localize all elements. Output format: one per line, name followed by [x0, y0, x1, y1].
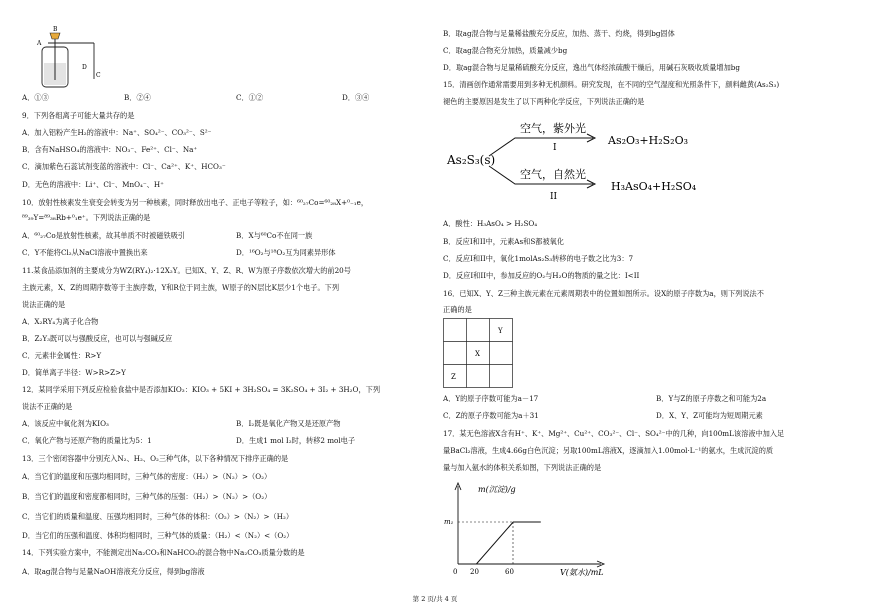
grid-cell-y: Y: [498, 327, 503, 335]
q10-option-d: D．¹⁶O₂与¹⁸O₂互为同素异形体: [236, 248, 336, 257]
reaction-scheme: [443, 110, 853, 210]
graph-xlabel: V(氨水)/mL: [560, 568, 604, 577]
q11-option-a: A．X₂RY₄为离子化合物: [22, 317, 99, 326]
q12-line2: 说法不正确的是: [22, 402, 73, 411]
q14-option-b: B．取ag混合物与足量稀盐酸充分反应，加热、蒸干、灼烧，得到bg固体: [443, 29, 675, 38]
q8-option-a: A．①③: [22, 93, 49, 102]
q12-option-a: A．该反应中氧化剂为KIO₃: [22, 419, 109, 428]
q16-option-b: B．Y与Z的原子序数之和可能为2a: [656, 394, 767, 403]
precipitate-graph: [443, 478, 643, 578]
q14-option-d: D．取ag混合物与足量稀硫酸充分反应，逸出气体经浓硫酸干燥后，用碱石灰吸收质量增加bg: [443, 63, 740, 72]
scheme-label-1: I: [553, 143, 557, 153]
q17-line3: 量与加入氨水的体积关系如图，下列说法正确的是: [443, 463, 602, 472]
q9-option-c: C．滴加紫色石蕊试剂变蓝的溶液中：Cl⁻、Ca²⁺、K⁺、HCO₃⁻: [22, 162, 226, 171]
q17-line2: 量BaCl₂溶液，生成4.66g白色沉淀；另取100mL溶液X，逐滴加入1.00mol·L⁻¹的氨水，生成沉淀的质: [443, 446, 774, 455]
graph-origin-label: 0: [453, 568, 458, 576]
q15-option-b: B．反应I和II中，元素As和S都被氧化: [443, 237, 565, 246]
q11-option-c: C．元素非金属性：R>Y: [22, 351, 102, 360]
q9-option-a: A．加入铝粉产生H₂的溶液中：Na⁺、SO₄²⁻、CO₃²⁻、S²⁻: [22, 128, 212, 137]
label-d: D: [82, 64, 87, 71]
q11-line1: 11.某食品添加剂的主要成分为WZ(RY₄)₂·12X₂Y。已知X、Y、Z、R、W为原子序数依次增大的前20号: [22, 266, 351, 275]
page-footer: 第 2 页/共 4 页: [412, 595, 458, 603]
q15-line2: 褪色的主要原因是发生了以下两种化学反应，下列说法正确的是: [443, 97, 645, 106]
q11-option-d: D．简单离子半径：W>R>Z>Y: [22, 368, 126, 377]
scheme-reactant: As₂S₃(s): [447, 153, 496, 167]
q10-line2: ⁸⁹₃₉Y=⁸⁹₃₈Rb+⁰₁e⁺。下列说法正确的是: [22, 213, 151, 222]
q13-stem: 13．三个密闭容器中分别充入N₂、H₂、O₂三种气体，以下各种情况下排序正确的是: [22, 454, 289, 463]
graph-m1-label: m₁: [444, 518, 454, 526]
q10-line1: 10．放射性核素发生衰变会转变为另一种核素，同时释放出电子、正电子等粒子，如：⁶⁰₂₇Co=⁶⁰₂₈X+⁰₋₁e，: [22, 198, 369, 207]
q8-option-d: D．③④: [342, 93, 370, 102]
q8-option-c: C．①②: [236, 93, 264, 102]
q10-option-a: A．⁶⁰₂₇Co是放射性核素，故其单质不时被磁铁吸引: [22, 231, 186, 240]
scheme-product-1: As₂O₃+H₂S₂O₃: [608, 134, 689, 147]
q11-line3: 说法正确的是: [22, 300, 66, 309]
q13-option-d: D．当它们的压强和温度、体积均相同时，三种气体的质量：（H₂）<（N₂）<（O₂）: [22, 531, 294, 540]
q13-option-a: A．当它们的温度和压强均相同时，三种气体的密度：（H₂）>（N₂）>（O₂）: [22, 472, 272, 481]
q9-stem: 9．下列各组离子可能大量共存的是: [22, 111, 135, 120]
q12-option-b: B．I₂既是氧化产物又是还原产物: [236, 419, 341, 428]
q12-option-c: C．氧化产物与还原产物的质量比为5：1: [22, 436, 152, 445]
q14-stem: 14．下列实验方案中，不能测定出Na₂CO₃和NaHCO₃的混合物中Na₂CO₃质量分数的是: [22, 548, 305, 557]
q12-option-d: D．生成1 mol I₂时，转移2 mol电子: [236, 436, 356, 445]
scheme-condition-2: 空气，自然光: [520, 168, 586, 181]
q15-option-d: D．反应I和II中，参加反应的O₂与H₂O的物质的量之比：I<II: [443, 271, 640, 280]
q12-line1: 12．某同学采用下列反应检验食盐中是否添加KIO₃：KIO₃ + 5KI + 3H₂SO₄ = 3K₂SO₄ + 3I₂ + 3H₂O，下列: [22, 385, 381, 394]
q13-option-b: B．当它们的温度和密度都相同时，三种气体的压强：（H₂）>（N₂）>（O₂）: [22, 492, 272, 501]
graph-tick-60: 60: [505, 568, 514, 576]
q8-option-b: B．②④: [124, 93, 151, 102]
q13-option-c: C．当它们的质量和温度、压强均相同时，三种气体的体积：（O₂）>（N₂）>（H₂）: [22, 512, 294, 521]
q14-option-c: C．取ag混合物充分加热，质量减少bg: [443, 46, 568, 55]
grid-cell-x: X: [475, 350, 480, 358]
q16-option-c: C．Z的原子序数可能为a＋31: [443, 411, 539, 420]
graph-tick-20: 20: [470, 568, 479, 576]
scheme-label-2: II: [550, 192, 558, 202]
label-c: C: [96, 72, 101, 79]
label-b: B: [53, 26, 58, 33]
q15-line1: 15．清画创作通常需要用到多种无机颜料。研究发现，在不同的空气湿度和光照条件下，颜料雌黄(As₂S₃): [443, 80, 780, 89]
q16-option-a: A．Y的原子序数可能为a－17: [443, 394, 539, 403]
q10-option-c: C．Y不能将Cl₂从NaCl溶液中置换出来: [22, 248, 148, 257]
precipitate-series-line: [458, 522, 541, 564]
q9-option-d: D．无色的溶液中：Li⁺、Cl⁻、MnO₄⁻、H⁺: [22, 180, 164, 189]
q16-line2: 正确的是: [443, 305, 472, 314]
q14-option-a: A．取ag混合物与足量NaOH溶液充分反应，得到bg溶液: [22, 567, 205, 576]
scheme-product-2: H₃AsO₄+H₂SO₄: [611, 180, 697, 193]
q11-option-b: B．Z₂Y₃既可以与强酸反应，也可以与强碱反应: [22, 334, 173, 343]
graph-ylabel: m(沉淀)/g: [478, 485, 516, 494]
gas-apparatus-figure: [34, 25, 104, 91]
q16-option-d: D．X、Y、Z可能均为短周期元素: [656, 411, 763, 420]
q11-line2: 主族元素，X、Z的周期序数等于主族序数，Y和R位于同主族，W原子的N层比K层少1个电子。下列: [22, 283, 340, 292]
q17-line1: 17．某无色溶液X含有H⁺、K⁺、Mg²⁺、Cu²⁺、CO₃²⁻、Cl⁻、SO₄²⁻中的几种，向100mL该溶液中加入足: [443, 429, 785, 438]
label-a: A: [37, 40, 42, 47]
q9-option-b: B．含有NaHSO₄的溶液中：NO₃⁻、Fe²⁺、Cl⁻、Na⁺: [22, 145, 198, 154]
q10-option-b: B．X与⁶⁰Co不在同一族: [236, 231, 313, 240]
q15-option-a: A．酸性：H₃AsO₄ > H₂SO₄: [443, 219, 538, 228]
scheme-condition-1: 空气，紫外光: [520, 122, 586, 135]
grid-cell-z: Z: [451, 373, 456, 381]
q16-line1: 16．已知X、Y、Z三种主族元素在元素周期表中的位置如图所示。设X的原子序数为a，则下列说法不: [443, 289, 764, 298]
periodic-grid: [443, 318, 515, 390]
q15-option-c: C．反应I和II中，氧化1molAs₂S₃转移的电子数之比为3：7: [443, 254, 634, 263]
